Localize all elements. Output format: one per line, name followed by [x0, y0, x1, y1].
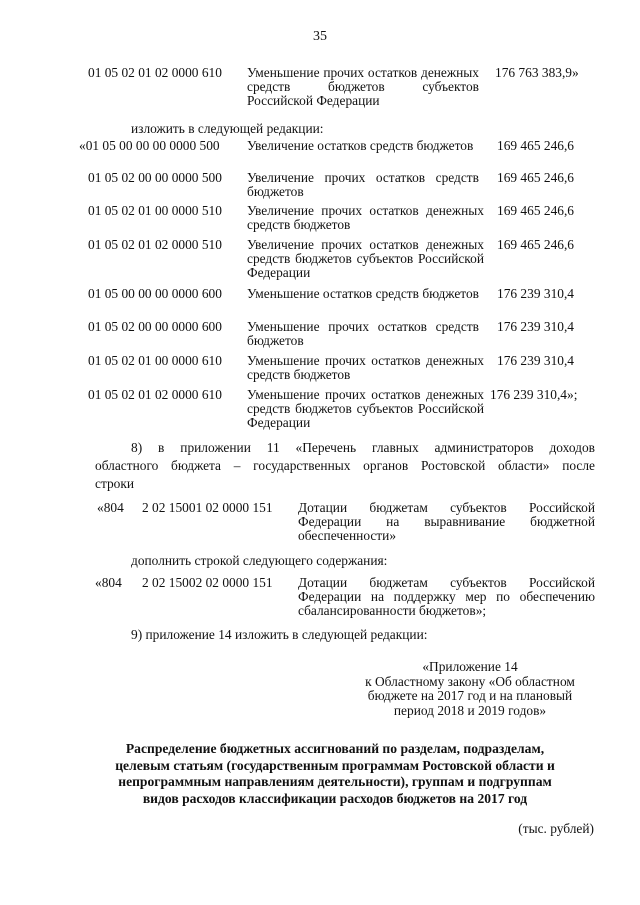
para8-line1: 8) в приложении 11 «Перечень главных администраторов доходов — [131, 440, 595, 455]
revenue-description: Дотации бюджетам субъектов Российской Федерации на поддержку мер по обеспечению сбалансированности бюджетов»; — [298, 575, 595, 618]
row-code: «01 05 00 00 00 0000 500 — [79, 138, 220, 153]
admin-code: «804 — [97, 500, 124, 515]
heading-line: Распределение бюджетных ассигнований по разделам, подразделам, — [125, 741, 545, 756]
section-heading — [80, 741, 590, 807]
row-description: Уменьшение прочих остатков денежных средств бюджетов субъектов Российской Федерации — [247, 387, 484, 430]
row-description: Уменьшение прочих остатков денежных средств бюджетов — [247, 353, 484, 382]
row-description: Увеличение прочих остатков средств бюджетов — [247, 170, 479, 199]
row-amount: 176 239 310,4 — [497, 353, 574, 368]
row-description: Уменьшение прочих остатков средств бюджетов — [247, 319, 479, 348]
para9-text: 9) приложение 14 изложить в следующей редакции: — [131, 627, 428, 642]
row-code: 01 05 00 00 00 0000 600 — [88, 286, 222, 301]
row-amount: 169 465 246,6 — [497, 237, 574, 252]
appendix-line: бюджете на 2017 год и на плановый — [367, 688, 573, 703]
appendix-line: период 2018 и 2019 годов» — [393, 702, 547, 718]
heading-line: непрограммным направлениям деятельности), группам и подгруппам — [118, 774, 552, 789]
row-description: Увеличение прочих остатков денежных средств бюджетов субъектов Российской Федерации — [247, 237, 484, 280]
para8-line2: областного бюджета – государственных органов Ростовской области» после — [95, 458, 595, 473]
row-description: Увеличение прочих остатков денежных средств бюджетов — [247, 203, 484, 232]
revenue-code: 2 02 15001 02 0000 151 — [142, 500, 273, 515]
revenue-code: 2 02 15002 02 0000 151 — [142, 575, 273, 590]
row-description: Увеличение остатков средств бюджетов — [247, 138, 474, 153]
row-amount: 176 763 383,9» — [495, 65, 579, 80]
row-code: 01 05 02 00 00 0000 600 — [88, 319, 222, 334]
row-code: 01 05 02 01 00 0000 510 — [88, 203, 222, 218]
intro-text: изложить в следующей редакции: — [131, 121, 324, 136]
row-code: 01 05 02 01 00 0000 610 — [88, 353, 222, 368]
row-description: Уменьшение остатков средств бюджетов — [247, 286, 479, 301]
row-code: 01 05 02 01 02 0000 510 — [88, 237, 222, 252]
heading-line: видов расходов классификации расходов бюджетов на 2017 год — [142, 790, 528, 806]
admin-code: «804 — [95, 575, 122, 590]
row-code: 01 05 02 01 02 0000 610 — [88, 387, 222, 402]
appendix-line: «Приложение 14 — [422, 659, 518, 674]
row-description: Уменьшение прочих остатков денежных средств бюджетов субъектов Российской Федерации — [247, 65, 479, 108]
row-amount: 176 239 310,4 — [497, 286, 574, 301]
units-label: (тыс. рублей) — [518, 821, 594, 836]
row-amount: 176 239 310,4 — [497, 319, 574, 334]
appendix-reference — [335, 660, 605, 718]
row-amount: 176 239 310,4»; — [490, 387, 578, 402]
row-code: 01 05 02 00 00 0000 500 — [88, 170, 222, 185]
row-code: 01 05 02 01 02 0000 610 — [88, 65, 222, 80]
heading-line: целевым статьям (государственным программам Ростовской области и — [115, 757, 555, 773]
page-number: 35 — [313, 29, 327, 44]
para8-line3: строки — [95, 476, 135, 491]
revenue-description: Дотации бюджетам субъектов Российской Федерации на выравнивание бюджетной обеспеченности» — [298, 500, 595, 543]
appendix-line: к Областному закону «Об областном — [365, 673, 575, 689]
row-amount: 169 465 246,6 — [497, 138, 574, 153]
row-amount: 169 465 246,6 — [497, 170, 574, 185]
row-amount: 169 465 246,6 — [497, 203, 574, 218]
add-line-text: дополнить строкой следующего содержания: — [131, 553, 388, 568]
